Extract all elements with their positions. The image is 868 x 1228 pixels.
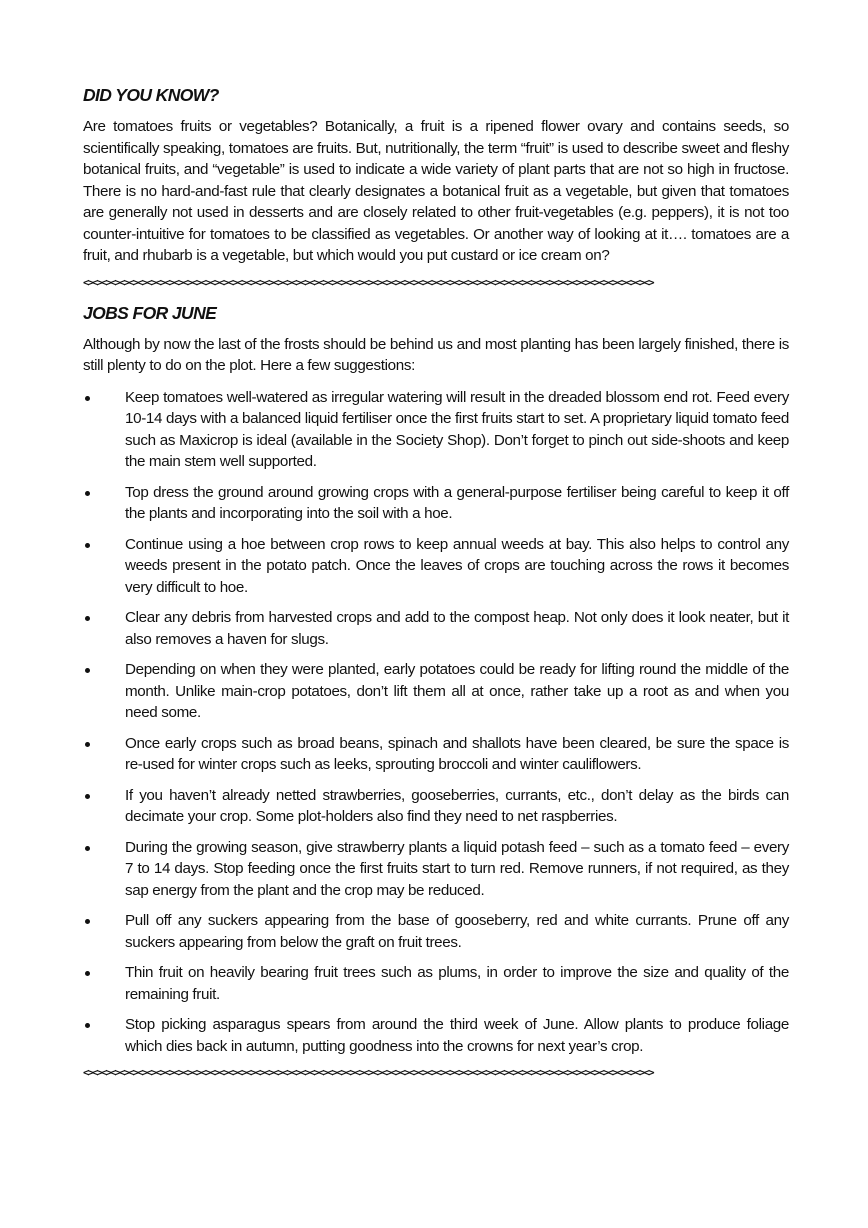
list-item-text: During the growing season, give strawberry plants a liquid potash feed – such as a tomato feed – every 7 to 14 days. Stop feeding once the first fruits start to turn red. Remove runners, if not required, as they sap energy from the plant and the crop may be reduced. — [125, 838, 789, 899]
list-item — [83, 659, 789, 724]
jobs-for-june-section — [83, 302, 789, 1058]
list-item — [83, 534, 789, 599]
list-item-text: Continue using a hoe between crop rows to keep annual weeds at bay. This also helps to control any weeds present in the potato patch. Once the leaves of crops are touching across the rows it becomes very difficult to hoe. — [125, 535, 789, 596]
list-item — [83, 607, 789, 650]
list-item — [83, 1014, 789, 1057]
list-item-text: Keep tomatoes well-watered as irregular watering will result in the dreaded blossom end rot. Feed every 10-14 days with a balanced liquid fertiliser once the first fruits start to set. A proprietary liquid tomato feed such as Maxicrop is ideal (available in the Society Shop). Don’t forget to pinch out side-shoots and keep the main stem well supported. — [125, 388, 789, 470]
list-item — [83, 837, 789, 902]
section-divider-bottom: <><><><><><><><><><><><><><><><><><><><><><><><><><><><><><><><><><><><><><><><><><><><><><><><><><><><><><><><><><><><><><><> — [83, 1067, 653, 1079]
list-item — [83, 962, 789, 1005]
bullet-icon — [85, 794, 90, 799]
bullet-icon — [85, 668, 90, 673]
did-you-know-body: Are tomatoes fruits or vegetables? Botanically, a fruit is a ripened flower ovary and contains seeds, so scientifically speaking, tomatoes are fruits. But, nutritionally, the term “fruit” is used to describe sweet and fleshy botanical fruits, and “vegetable” is used to indicate a wide variety of plant parts that are not so high in fructose. There is no hard-and-fast rule that clearly designates a botanical fruit as a vegetable, but given that tomatoes are generally not used in desserts and are closely related to other fruit-vegetables (e.g. peppers), it is not too counter-intuitive for tomatoes to be classified as vegetables. Or another way of looking at it…. tomatoes are a fruit, and rhubarb is a vegetable, but which would you put custard or ice cream on? — [83, 118, 789, 264]
bullet-icon — [85, 1023, 90, 1028]
bullet-icon — [85, 396, 90, 401]
bullet-icon — [85, 543, 90, 548]
list-item-text: Top dress the ground around growing crops with a general-purpose fertiliser being careful to keep it off the plants and incorporating into the soil with a hoe. — [125, 483, 789, 522]
list-item-text: Pull off any suckers appearing from the base of gooseberry, red and white currants. Prune off any suckers appearing from below the graft on fruit trees. — [125, 912, 789, 951]
list-item — [83, 733, 789, 776]
bullet-icon — [85, 742, 90, 747]
list-item-text: Thin fruit on heavily bearing fruit trees such as plums, in order to improve the size and quality of the remaining fruit. — [125, 964, 789, 1003]
list-item-text: Stop picking asparagus spears from around the third week of June. Allow plants to produce foliage which dies back in autumn, putting goodness into the crowns for next year’s crop. — [125, 1016, 789, 1055]
did-you-know-section — [83, 84, 789, 267]
list-item — [83, 910, 789, 953]
jobs-for-june-heading: JOBS FOR JUNE — [83, 302, 217, 323]
bullet-icon — [85, 919, 90, 924]
document-page — [83, 84, 789, 1092]
bullet-icon — [85, 971, 90, 976]
list-item-text: Clear any debris from harvested crops and add to the compost heap. Not only does it look neater, but it also removes a haven for slugs. — [125, 609, 789, 648]
jobs-list — [83, 387, 789, 1058]
list-item-text: Depending on when they were planted, early potatoes could be ready for lifting round the middle of the month. Unlike main-crop potatoes, don’t lift them all at once, rather take up a root as and when you need some. — [125, 661, 789, 721]
list-item — [83, 482, 789, 525]
bullet-icon — [85, 616, 90, 621]
list-item-text: If you haven’t already netted strawberries, gooseberries, currants, etc., don’t delay as the birds can decimate your crop. Some plot-holders also find they need to net raspberries. — [125, 786, 789, 825]
list-item — [83, 785, 789, 828]
bullet-icon — [85, 846, 90, 851]
list-item-text: Once early crops such as broad beans, spinach and shallots have been cleared, be sure the space is re-used for winter crops such as leeks, sprouting broccoli and winter cauliflowers. — [125, 734, 789, 773]
bullet-icon — [85, 491, 90, 496]
section-divider: <><><><><><><><><><><><><><><><><><><><><><><><><><><><><><><><><><><><><><><><><><><><><><><><><><><><><><><><><><><><><><><> — [83, 276, 653, 289]
jobs-intro: Although by now the last of the frosts should be behind us and most planting has been largely finished, there is still plenty to do on the plot. Here a few suggestions: — [83, 335, 789, 374]
list-item — [83, 387, 789, 473]
did-you-know-heading: DID YOU KNOW? — [83, 85, 219, 105]
